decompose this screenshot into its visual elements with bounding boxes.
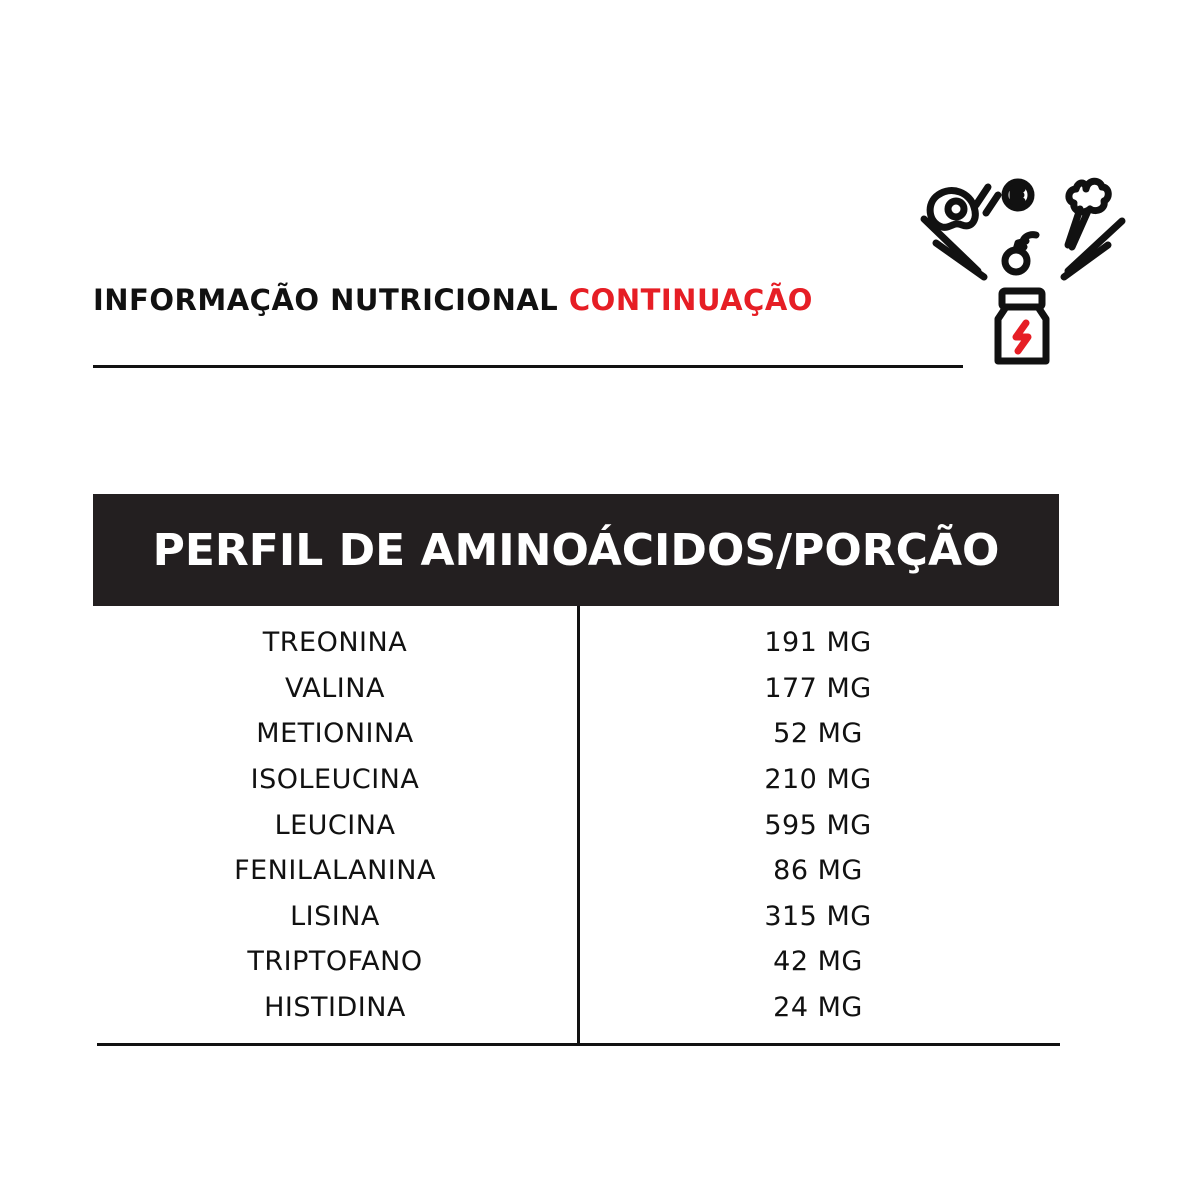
food-supplement-jar-icon [918,165,1128,375]
amino-acid-value: 315 MG [764,900,872,932]
amino-acid-value: 86 MG [773,855,863,887]
table-row [93,985,1059,1031]
amino-acid-value: 210 MG [764,764,872,796]
amino-acid-value: 52 MG [773,718,863,750]
table-row [93,848,1059,894]
table-row [93,711,1059,757]
table-row [93,620,1059,666]
amino-acid-name: ISOLEUCINA [250,764,420,796]
amino-acid-value: 191 MG [764,627,872,659]
page-title [93,283,813,317]
amino-acid-value: 24 MG [773,992,863,1024]
amino-acid-name: HISTIDINA [264,992,406,1024]
amino-acid-value: 595 MG [764,809,872,841]
table-title-banner [93,494,1059,606]
page-title-main: INFORMAÇÃO NUTRICIONAL [93,283,559,317]
table-row [93,939,1059,985]
amino-acid-name: TREONINA [262,627,408,659]
amino-acid-name: VALINA [285,672,385,704]
table-row [93,894,1059,940]
amino-acid-name: LEUCINA [274,809,396,841]
amino-acid-table [93,620,1059,1030]
amino-acid-value: 42 MG [773,946,863,978]
table-row [93,666,1059,712]
amino-acid-value: 177 MG [764,672,872,704]
amino-acid-name: METIONINA [256,718,414,750]
page-title-accent: CONTINUAÇÃO [568,283,813,317]
amino-acid-name: TRIPTOFANO [247,946,423,978]
table-row [93,802,1059,848]
table-row [93,757,1059,803]
amino-acid-name: LISINA [290,900,380,932]
amino-acid-name: FENILALANINA [234,855,436,887]
table-title: PERFIL DE AMINOÁCIDOS/PORÇÃO [152,524,1000,576]
table-bottom-border [97,1043,1060,1046]
header-divider [93,365,963,368]
